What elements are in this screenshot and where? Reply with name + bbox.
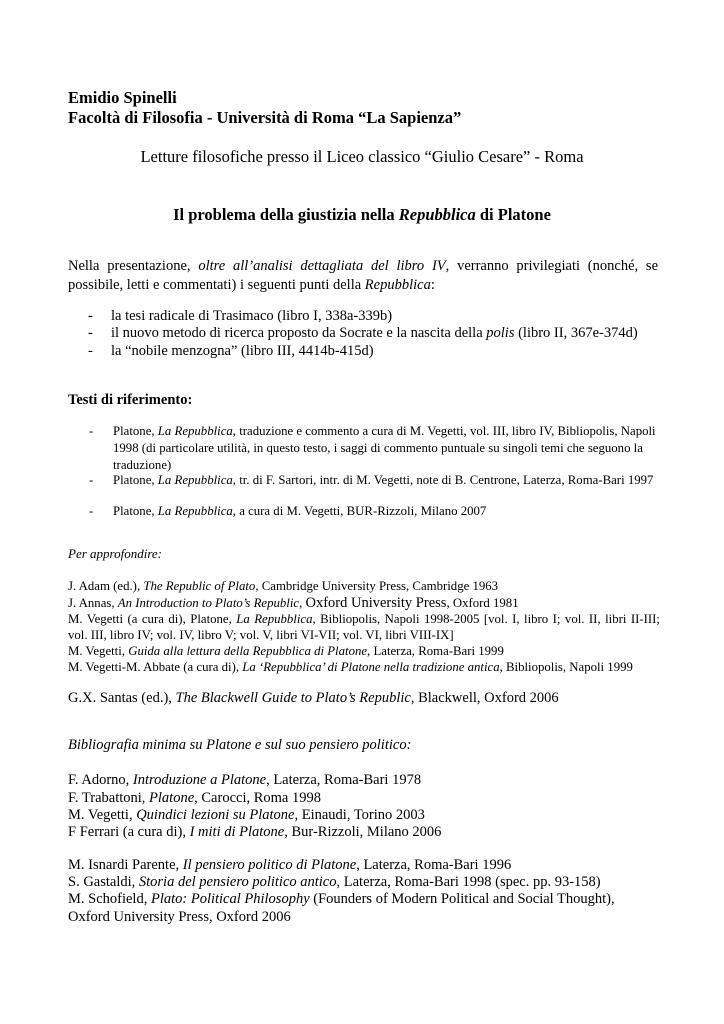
intro-work: Repubblica [364, 277, 431, 293]
bib-part: S. Gastaldi, [68, 874, 139, 890]
bib-entry [68, 611, 660, 643]
ref-part: , tr. di F. Sartori, intr. di M. Vegetti, note di B. Centrone, Laterza, Roma-Bari 1997 [232, 473, 654, 487]
ref-part: Platone, [113, 473, 158, 487]
point-text-italic: polis [486, 325, 515, 341]
bib-work: La ‘Repubblica’ di Platone nella tradizione antica [242, 660, 500, 674]
ref-work: La Repubblica [157, 473, 233, 487]
bib-work: I miti di Platone [189, 824, 285, 840]
bib-work: Quindici lezioni su Platone [136, 807, 295, 823]
bib-part: M. Vegetti, [68, 644, 129, 658]
point-text: la tesi radicale di Trasimaco (libro I, 338a-339b) [111, 308, 393, 324]
bib-work: La Repubblica [236, 612, 313, 626]
section-heading-testi: Testi di riferimento: [68, 392, 193, 408]
bib-entry [68, 823, 658, 841]
bib-publisher: Oxford University Press [305, 595, 447, 611]
bib-part: G.X. Santas (ed.), [68, 690, 176, 706]
bullet-dash: - [89, 424, 94, 438]
author-block [68, 88, 658, 128]
bib-part: J. Annas, [68, 596, 118, 610]
point-text [111, 324, 638, 343]
title-part: Il problema della giustizia nella [173, 205, 399, 224]
ref-part: , traduzione e commento a cura di M. Vegetti, vol. III, libro IV, Bibliopolis, Napoli 1998 (di particolare utilità, in questo testo, i saggi di commento puntuale su singoli temi che seguono la traduzione) [113, 424, 656, 472]
ref-part: , a cura di M. Vegetti, BUR-Rizzoli, Milano 2007 [232, 504, 487, 518]
reference-text [113, 423, 659, 474]
bib-part: , Bur-Rizzoli, Milano 2006 [284, 824, 442, 840]
bib-work: Il pensiero politico di Platone [182, 857, 357, 873]
bib-work: Introduzione a Platone [132, 772, 267, 788]
bib-part: M. Vegetti-M. Abbate (a cura di), [68, 660, 243, 674]
reference-text [113, 472, 659, 489]
bib-part: M. Vegetti, [68, 807, 137, 823]
document-title [0, 205, 724, 225]
bib-entry [68, 873, 658, 891]
bib-entry [68, 595, 658, 611]
bib-part: , Bibliopolis, Napoli 1998-2005 [vol. I, libro I; vol. II, libri II-III; vol. III, libro IV; vol. IV, libro V; vol. V, libri VI-VII; vol. VI, libri VIII-IX] [68, 612, 660, 642]
bullet-dash: - [88, 343, 93, 359]
bib-part: , Cambridge University Press, Cambridge 1963 [255, 579, 499, 593]
bib-entry [68, 659, 660, 675]
ref-part: Platone, [113, 504, 158, 518]
bullet-dash: - [89, 504, 94, 518]
bib-part: F Ferrari (a cura di), [68, 824, 190, 840]
bullet-dash: - [89, 473, 94, 487]
bullet-dash: - [88, 325, 93, 341]
bib-part: , Laterza, Roma-Bari 1999 [367, 644, 504, 658]
bib-part: , Oxford 1981 [446, 596, 519, 610]
reference-item [89, 503, 659, 520]
bib-work: Plato: Political Philosophy [150, 891, 310, 907]
bib-entry [68, 578, 658, 594]
reference-item [89, 472, 659, 489]
intro-emphasis: oltre all’analisi dettagliata del libro IV [198, 258, 446, 274]
title-part: di Platone [475, 205, 551, 224]
bib-part: (Founders of Modern Political and Social Thought), Oxford University Press, Oxford 2006 [68, 891, 615, 925]
bib-part: , Laterza, Roma-Bari 1978 [266, 772, 422, 788]
bib-part: , [299, 596, 306, 610]
bib-part: , Blackwell, Oxford 2006 [410, 690, 559, 706]
point-text-part: (libro II, 367e-374d) [514, 325, 638, 341]
bib-work: Platone [149, 790, 195, 806]
bib-part: , Einaudi, Torino 2003 [294, 807, 425, 823]
bib-part: M. Schofield, [68, 891, 151, 907]
title-work: Repubblica [398, 205, 476, 224]
bib-work: The Republic of Plato [143, 579, 256, 593]
point-text: la “nobile menzogna” (libro III, 4414b-415d) [111, 343, 374, 359]
bib-work: Storia del pensiero politico antico [138, 874, 337, 890]
reference-item [89, 423, 659, 474]
ref-part: Platone, [113, 424, 158, 438]
bib-entry [68, 806, 658, 824]
reference-text [113, 503, 659, 520]
ref-work: La Repubblica [157, 504, 233, 518]
bib-part: , Carocci, Roma 1998 [194, 790, 321, 806]
ref-work: La Repubblica [157, 424, 233, 438]
bib-entry [68, 643, 658, 659]
point-text-part: il nuovo metodo di ricerca proposto da Socrate e la nascita della [111, 325, 487, 341]
bib-part: M. Isnardi Parente, [68, 857, 183, 873]
author-affiliation: Facoltà di Filosofia - Università di Roma “La Sapienza” [68, 108, 462, 127]
bib-part: F. Adorno, [68, 772, 133, 788]
bib-entry [68, 890, 628, 926]
section-heading-approfondire: Per approfondire: [68, 546, 162, 561]
bib-work: Guida alla lettura della Repubblica di Platone [128, 644, 368, 658]
author-name: Emidio Spinelli [68, 88, 177, 107]
bullet-dash: - [88, 308, 93, 324]
section-heading-bibliografia: Bibliografia minima su Platone e sul suo pensiero politico: [68, 737, 412, 753]
bib-part: , Bibliopolis, Napoli 1999 [499, 660, 633, 674]
bib-entry [68, 789, 658, 807]
bib-entry [68, 771, 658, 789]
bib-entry [68, 856, 658, 874]
intro-text: , verranno privilegiati (nonché, se possibile, letti e commentati) i seguenti punti della [68, 258, 659, 293]
bib-part: M. Vegetti (a cura di), Platone, [68, 612, 237, 626]
bib-part: J. Adam (ed.), [68, 579, 144, 593]
document-subtitle: Letture filosofiche presso il Liceo classico “Giulio Cesare” - Roma [140, 147, 584, 166]
bib-part: , Laterza, Roma-Bari 1996 [356, 857, 512, 873]
bib-entry [68, 689, 658, 707]
intro-text: Nella presentazione, [68, 258, 199, 274]
bib-part: , Laterza, Roma-Bari 1998 (spec. pp. 93-158) [336, 874, 601, 890]
bib-part: F. Trabattoni, [68, 790, 150, 806]
intro-text: : [430, 277, 435, 293]
bib-work: The Blackwell Guide to Plato’s Republic [175, 690, 411, 706]
intro-paragraph [68, 257, 658, 295]
bib-work: An Introduction to Plato’s Republic [117, 596, 300, 610]
